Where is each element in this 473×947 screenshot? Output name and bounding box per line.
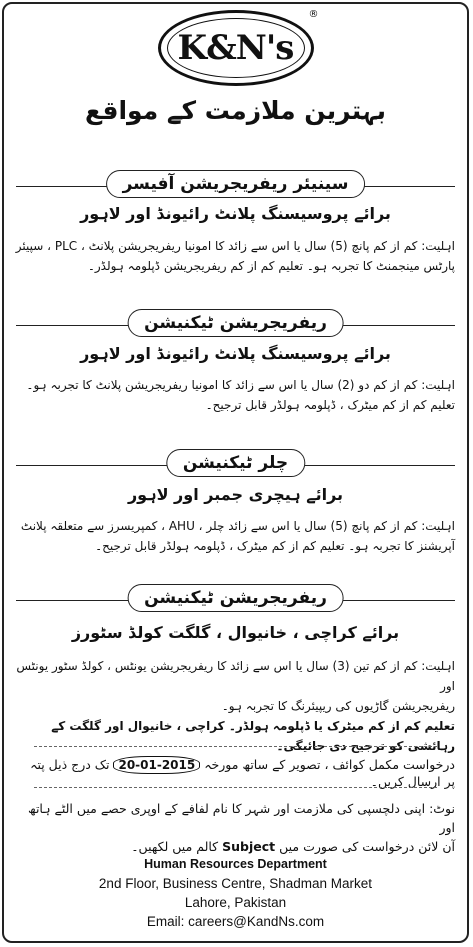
job-3-location: برائے ہیچری جمبر اور لاہور xyxy=(127,485,344,504)
apply-text-after: تک درج ذیل پتہ پر ارسال کریں۔ xyxy=(30,757,455,789)
registered-mark: ® xyxy=(308,9,319,20)
kns-logo xyxy=(158,9,319,86)
contact-footer xyxy=(4,855,467,931)
job-2-line-2: تعلیم کم از کم میٹرک ، ڈپلومہ ہولڈر قابل ترجیح۔ xyxy=(205,398,455,412)
job-3-divider xyxy=(16,453,455,473)
job-1-divider xyxy=(16,174,455,194)
job-1-line-2: پارٹس مینجمنٹ کا تجربہ ہو۔ تعلیم کم از کم ریفریجریشن ڈپلومہ ہولڈر۔ xyxy=(87,259,455,273)
job-3-line-1: اہلیت: کم از کم پانچ (5) سال یا اس سے زائد چلر ، AHU ، کمپریسرز سے متعلقہ پلانٹ xyxy=(20,519,455,533)
job-3-title: چلر ٹیکنیشن xyxy=(166,449,305,477)
job-2-title: ریفریجریشن ٹیکنیشن xyxy=(127,309,344,337)
job-4-line-3: تعلیم کم از کم میٹرک یا ڈپلومہ ہولڈر۔ کراچی ، خانیوال اور گلگت کے رہائشی کو ترجیح دی جائیگی۔ xyxy=(51,719,455,753)
contact-email[interactable]: Email: careers@KandNs.com xyxy=(146,914,325,929)
deadline-date: 20-01-2015 xyxy=(113,756,200,774)
headline: بہترین ملازمت کے مواقع xyxy=(85,96,386,125)
apply-text-before: درخواست مکمل کوائف ، تصویر کے ساتھ مورخہ xyxy=(204,757,455,772)
advertisement-frame xyxy=(2,2,469,943)
job-3-line-2: آپریشنز کا تجربہ ہو۔ تعلیم کم از کم میٹرک ، ڈپلومہ ہولڈر قابل ترجیح۔ xyxy=(95,539,455,553)
note-line-2-after: کالم میں لکھیں۔ xyxy=(131,839,219,854)
job-4-divider xyxy=(16,588,455,608)
section-separator-2 xyxy=(34,787,437,788)
job-1-requirements xyxy=(14,236,455,276)
job-2-line-1: اہلیت: کم از کم دو (2) سال یا اس سے زائد کا امونیا ریفریجریشن پلانٹ کا تجربہ ہو۔ xyxy=(26,378,455,392)
logo-text: K&N's xyxy=(167,18,305,78)
job-1-line-1: اہلیت: کم از کم پانچ (5) سال یا اس سے زائد کا امونیا ریفریجریشن پلانٹ ، PLC ، سپیئر xyxy=(15,239,455,253)
job-2-location: برائے پروسیسنگ پلانٹ رائیونڈ اور لاہور xyxy=(80,344,391,363)
department-name: Human Resources Department xyxy=(144,857,327,871)
note-subject: Subject xyxy=(222,839,276,854)
job-1-location: برائے پروسیسنگ پلانٹ رائیونڈ اور لاہور xyxy=(80,204,391,223)
address-line-1: 2nd Floor, Business Centre, Shadman Market xyxy=(98,876,373,891)
job-2-divider xyxy=(16,313,455,333)
job-4-line-1: اہلیت: کم از کم تین (3) سال یا اس سے زائد کا ریفریجریشن یونٹس ، کولڈ سٹور یونٹس اور xyxy=(16,659,455,693)
logo-wrap xyxy=(4,10,467,86)
section-separator xyxy=(34,746,437,747)
job-3-requirements xyxy=(14,516,455,556)
note-line-2-before: آن لائن درخواست کی صورت میں xyxy=(279,839,455,854)
note-line-1: نوٹ: اپنی دلچسپی کی ملازمت اور شہر کا نام لفافے کے اوپری حصے میں الٹے ہاتھ اور xyxy=(28,801,455,835)
job-4-requirements xyxy=(14,656,455,756)
note-block xyxy=(16,799,455,856)
address-line-2: Lahore, Pakistan xyxy=(184,895,287,910)
apply-instructions xyxy=(16,756,455,789)
job-4-location: برائے کراچی ، خانیوال ، گلگت کولڈ سٹورز xyxy=(71,623,400,642)
note-line-2 xyxy=(16,837,455,856)
job-2-requirements xyxy=(14,375,455,415)
job-1-title: سینیئر ریفریجریشن آفیسر xyxy=(106,170,366,198)
job-4-title: ریفریجریشن ٹیکنیشن xyxy=(127,584,344,612)
job-4-line-2: ریفریجریشن گاڑیوں کی ریپیئرنگ کا تجربہ ہو۔ xyxy=(221,699,455,713)
